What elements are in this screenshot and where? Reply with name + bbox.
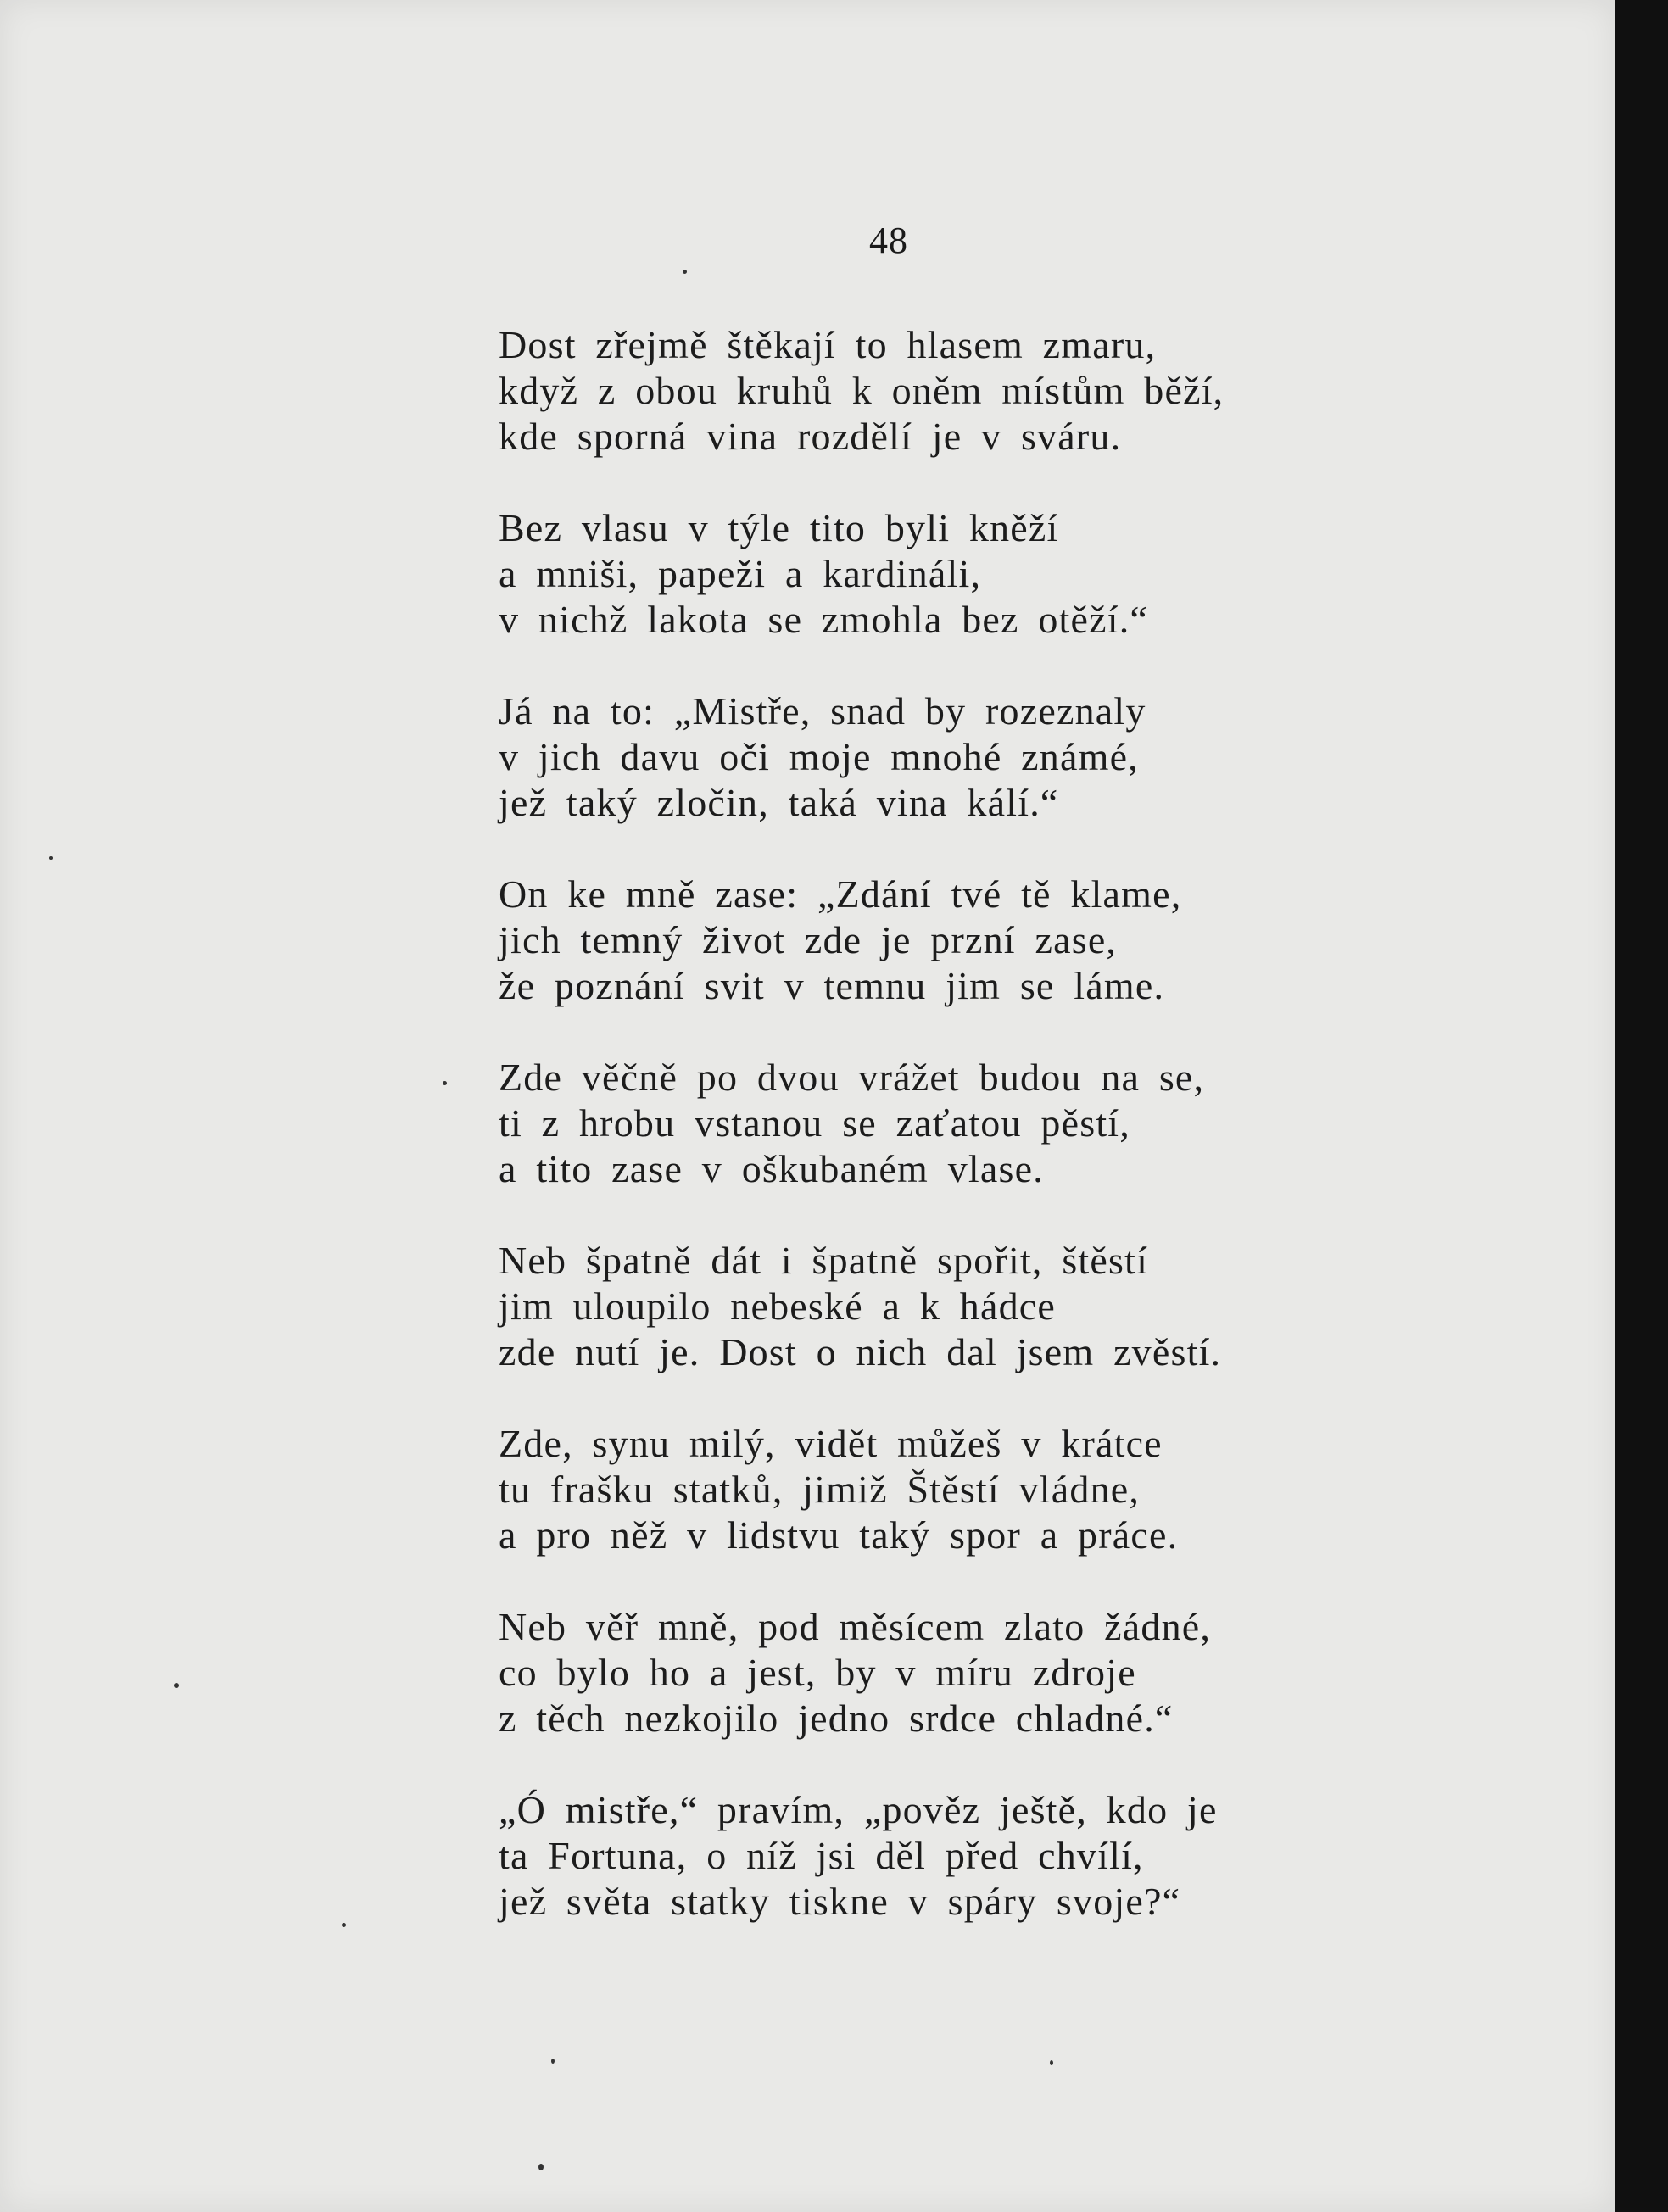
poem-line: když z obou kruhů k oněm místům běží,: [499, 369, 1225, 412]
page-number: 48: [869, 220, 908, 261]
poem-line: jim uloupilo nebeské a k hádce: [499, 1284, 1057, 1328]
poem-line: On ke mně zase: „Zdání tvé tě klame,: [499, 872, 1182, 916]
poem-line: jich temný život zde je przní zase,: [499, 918, 1118, 961]
poem-line: Neb špatně dát i špatně spořit, štěstí: [499, 1239, 1149, 1282]
poem-line: tu frašku statků, jimiž Štěstí vládne,: [499, 1468, 1141, 1511]
poem-line: a mniši, papeži a kardináli,: [499, 552, 982, 595]
poem-line: z těch nezkojilo jedno srdce chladné.“: [499, 1697, 1174, 1740]
poem-line: Dost zřejmě štěkají to hlasem zmaru,: [499, 323, 1157, 366]
stanza: [499, 688, 1347, 826]
stanza: [499, 1787, 1347, 1925]
paper-speck: [1050, 2060, 1053, 2065]
stanza: [499, 505, 1347, 643]
poem-line: Neb věř mně, pod měsícem zlato žádné,: [499, 1605, 1212, 1648]
poem: [499, 322, 1347, 1970]
paper-speck: [49, 856, 53, 860]
poem-line: v nichž lakota se zmohla bez otěží.“: [499, 598, 1149, 641]
poem-line: kde sporná vina rozdělí je v sváru.: [499, 415, 1122, 458]
poem-line: Zde, synu milý, vidět můžeš v krátce: [499, 1422, 1163, 1465]
poem-line: jež taký zločin, taká vina kálí.“: [499, 781, 1059, 824]
poem-line: co bylo ho a jest, by v míru zdroje: [499, 1651, 1136, 1694]
poem-line: Bez vlasu v týle tito byli kněží: [499, 506, 1059, 549]
poem-line: zde nutí je. Dost o nich dal jsem zvěstí.: [499, 1330, 1222, 1373]
stanza: [499, 872, 1347, 1009]
page-edge-shadow: [1615, 0, 1668, 2212]
stanza: [499, 1238, 1347, 1375]
stanza: [499, 322, 1347, 460]
stanza: [499, 1055, 1347, 1192]
poem-line: a tito zase v oškubaném vlase.: [499, 1147, 1044, 1190]
paper-speck: [174, 1683, 179, 1688]
stanza: [499, 1421, 1347, 1558]
paper-speck: [538, 2164, 544, 2170]
poem-line: „Ó mistře,“ pravím, „pověz ještě, kdo je: [499, 1788, 1218, 1831]
poem-line: jež světa statky tiskne v spáry svoje?“: [499, 1880, 1181, 1923]
paper-speck: [683, 270, 687, 274]
stanza: [499, 1604, 1347, 1741]
poem-line: Já na to: „Mistře, snad by rozeznaly: [499, 689, 1146, 733]
paper-speck: [551, 2059, 555, 2064]
paper-speck: [443, 1081, 447, 1085]
poem-line: že poznání svit v temnu jim se láme.: [499, 964, 1165, 1007]
paper-speck: [342, 1923, 346, 1927]
poem-line: v jich davu oči moje mnohé známé,: [499, 735, 1139, 778]
poem-line: Zde věčně po dvou vrážet budou na se,: [499, 1056, 1205, 1099]
poem-line: a pro něž v lidstvu taký spor a práce.: [499, 1513, 1179, 1557]
poem-line: ti z hrobu vstanou se zaťatou pěstí,: [499, 1101, 1130, 1145]
poem-line: ta Fortuna, o níž jsi děl před chvílí,: [499, 1834, 1144, 1877]
